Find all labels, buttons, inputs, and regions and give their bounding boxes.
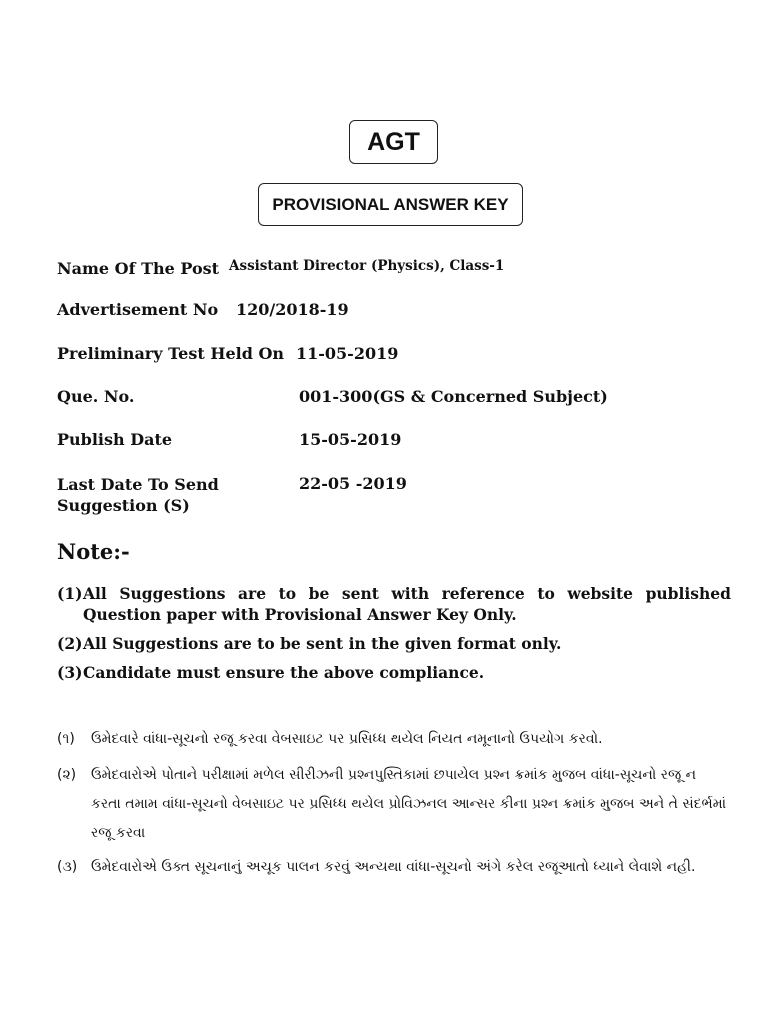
question-no-value: 001-300(GS & Concerned Subject) — [299, 387, 608, 406]
gujarati-note-item — [57, 853, 727, 882]
advertisement-no-value: 120/2018-19 — [236, 300, 349, 319]
note-item-number: (3) — [57, 663, 83, 682]
note-item-text: Candidate must ensure the above compliance. — [83, 663, 485, 682]
last-date-value: 22-05 -2019 — [299, 474, 407, 493]
gujarati-note-number: (૨) — [57, 767, 77, 783]
note-item-number: (2) — [57, 634, 83, 653]
question-no-label: Que. No. — [57, 387, 135, 406]
gujarati-note-item — [57, 761, 727, 848]
note-item — [57, 583, 731, 625]
note-item-text: All Suggestions are to be sent with reference to website published Question paper with Provisional Answer Key Only. — [83, 584, 731, 624]
agt-code-box: AGT — [349, 120, 438, 164]
gujarati-note-number: (૩) — [57, 859, 78, 875]
note-item-number: (1) — [57, 584, 83, 603]
post-name-value: Assistant Director (Physics), Class-1 — [229, 258, 505, 274]
test-date-value: 11-05-2019 — [296, 344, 399, 363]
publish-date-label: Publish Date — [57, 430, 173, 449]
test-date-label: Preliminary Test Held On — [57, 344, 285, 363]
advertisement-no-label: Advertisement No — [57, 300, 219, 319]
gujarati-note-item — [57, 725, 727, 754]
publish-date-value: 15-05-2019 — [299, 430, 402, 449]
note-item — [57, 662, 731, 683]
document-title: PROVISIONAL ANSWER KEY — [258, 183, 523, 226]
gujarati-note-text: ઉમેદવારોએ પોતાને પરીક્ષામાં મળેલ સીરીઝની પ્રશ્નપુસ્તિકામાં છપાયેલ પ્રશ્ન ક્રમાંક મુજબ વાંધા-સૂચનો રજૂ ન કરતા તમામ વાંધા-સૂચનો વેબસાઇટ પર પ્રસિધ્ધ થયેલ પ્રોવિઝનલ આન્સર કીના પ્રશ્ન ક્રમાંક મુજબ અને તે સંદર્ભમાં રજૂ કરવા — [91, 767, 727, 841]
note-item-text: All Suggestions are to be sent in the given format only. — [83, 634, 562, 653]
post-name-label: Name Of The Post — [57, 259, 220, 278]
gujarati-note-text: ઉમેદવારોએ ઉક્ત સૂચનાનું અચૂક પાલન કરવું અન્યથા વાંધા-સૂચનો અંગે કરેલ રજૂઆતો ધ્યાને લેવાશે નહી. — [91, 859, 696, 875]
note-item — [57, 633, 731, 654]
last-date-label: Last Date To Send Suggestion (S) — [57, 475, 219, 515]
note-heading: Note:- — [57, 539, 130, 564]
gujarati-note-number: (૧) — [57, 731, 75, 747]
gujarati-note-text: ઉમેદવારે વાંધા-સૂચનો રજૂ કરવા વેબસાઇટ પર પ્રસિધ્ધ થયેલ નિયત નમૂનાનો ઉપયોગ કરવો. — [91, 731, 603, 747]
